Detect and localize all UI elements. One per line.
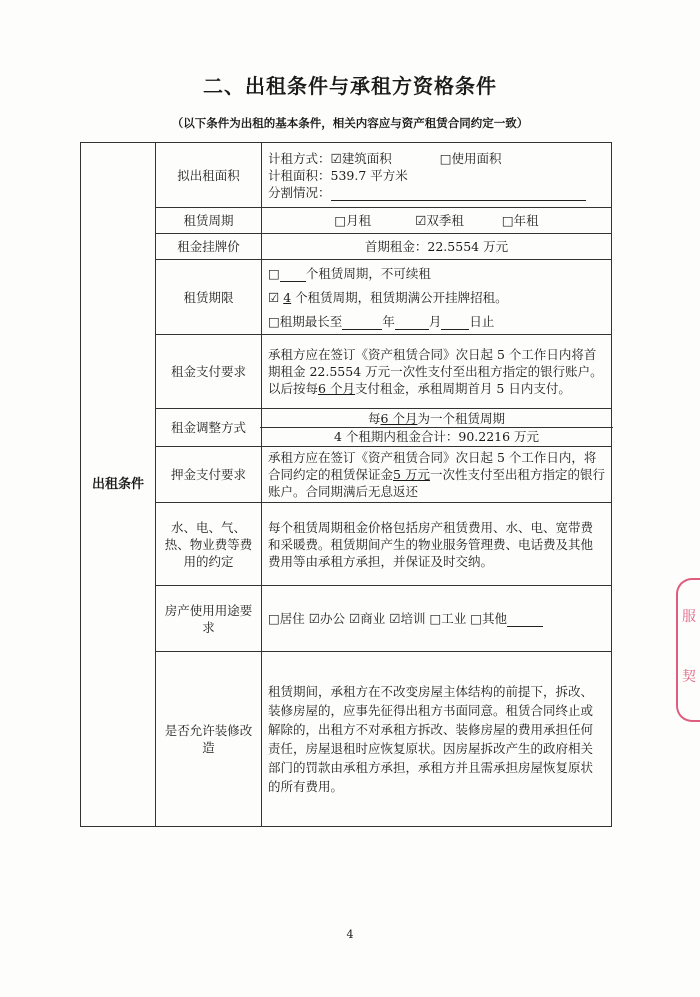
checkbox-empty-icon: □ [268, 265, 280, 281]
term-option-1: 个租赁周期，不可续租 [305, 265, 431, 281]
deposit-value [262, 447, 612, 503]
area-line: 计租面积：539.7 平方米 [268, 167, 408, 183]
opt-usable-area: 使用面积 [451, 150, 502, 166]
fees-label: 水、电、气、热、物业费等费用的约定 [156, 503, 262, 586]
row-term [81, 260, 612, 335]
term-count: 4 [283, 289, 292, 305]
deposit-label: 押金支付要求 [156, 447, 262, 503]
price-value: 首期租金：22.5554 万元 [262, 234, 612, 260]
adjust-value [262, 409, 612, 447]
adjust-interval: 6 个月 [380, 411, 418, 426]
page-number: 4 [346, 928, 354, 941]
payment-text-2: 支付租金，承租周期首月 5 日内支付。 [354, 381, 571, 396]
opt-building-area: 建筑面积 [341, 150, 392, 166]
usage-value [262, 586, 612, 652]
fees-value: 每个租赁周期租金价格包括房产租赁费用、水、电、宽带费和采暖费。租赁期间产生的物业服务管理费、电话费及其他费用等由承租方承担，并保证及时交纳。 [262, 503, 612, 586]
period-label: 租赁周期 [156, 208, 262, 234]
category-label: 出租条件 [81, 143, 156, 827]
checkbox-checked-icon: ☑ [415, 213, 427, 228]
usage-training: 培训 [400, 611, 426, 626]
adjust-total: 4 个租期内租金合计：90.2216 万元 [260, 427, 613, 445]
checkbox-checked-icon: ☑ [308, 611, 321, 626]
section-title: 二、出租条件与承租方资格条件 [203, 74, 497, 98]
term-value [262, 260, 612, 335]
renovation-value: 租赁期间，承租方在不改变房屋主体结构的前提下，拆改、装修房屋的，应事先征得出租方书面同意。租赁合同终止或解除的，出租方不对承租方拆改、装修房屋的费用承担任何责任，房屋退租时应恢复原状。因房屋拆改产生的政府相关部门的罚款由承租方承担，承租方并且需承担房屋恢复原状的所有费用。 [262, 652, 612, 827]
deposit-text-2: 一次性支付至出租方指定的银行账户。合同期满后无息返还 [268, 467, 605, 499]
row-period [81, 208, 612, 234]
adjust-label: 租金调整方式 [156, 409, 262, 447]
usage-other: □其他 [470, 611, 508, 626]
red-seal-stamp: 服 契 [676, 578, 700, 722]
payment-text-1: 承租方应在签订《资产租赁合同》次日起 5 个工作日内将首期租金 22.5554 万元一次性支付至出租方指定的银行账户。以后按每 [268, 347, 603, 396]
price-label: 租金挂牌价 [156, 234, 262, 260]
opt-biquarter: 双季租 [426, 213, 464, 228]
usage-label: 房产使用用途要求 [156, 586, 262, 652]
row-deposit [81, 447, 612, 503]
payment-label: 租金支付要求 [156, 335, 262, 409]
rental-conditions-table [80, 142, 612, 827]
usage-office: 办公 [320, 611, 346, 626]
year-unit: 年 [382, 313, 395, 329]
term-option-2: 个租赁周期，租赁期满公开挂牌招租。 [295, 289, 508, 305]
row-adjust [81, 409, 612, 447]
row-fees [81, 503, 612, 586]
checkbox-checked-icon: ☑ [389, 611, 401, 626]
payment-value [262, 335, 612, 409]
row-price [81, 234, 612, 260]
checkbox-empty-icon: □ [439, 150, 452, 166]
renovation-label: 是否允许装修改造 [156, 652, 262, 827]
checkbox-checked-icon: ☑ [330, 150, 342, 166]
period-value [262, 208, 612, 234]
row-area [81, 143, 612, 208]
opt-monthly: □月租 [334, 213, 372, 228]
section-subtitle: （以下条件为出租的基本条件，相关内容应与资产租赁合同约定一致） [171, 116, 529, 130]
area-label: 拟出租面积 [156, 143, 262, 208]
split-blank [331, 200, 586, 201]
adjust-text-1: 每 [368, 411, 381, 426]
row-renovation [81, 652, 612, 827]
checkbox-checked-icon: ☑ [349, 611, 361, 626]
adjust-text-2: 为一个租赁周期 [417, 411, 505, 426]
row-usage [81, 586, 612, 652]
payment-interval: 6 个月 [318, 381, 355, 396]
usage-commercial: 商业 [360, 611, 386, 626]
row-payment [81, 335, 612, 409]
area-value [262, 143, 612, 208]
method-prefix: 计租方式： [268, 150, 331, 166]
split-label: 分割情况： [268, 184, 331, 200]
usage-industrial: □工业 [429, 611, 467, 626]
usage-residential: □居住 [268, 611, 305, 626]
term-label: 租赁期限 [156, 260, 262, 335]
checkbox-checked-icon: ☑ [268, 289, 280, 305]
term-option-3: □租期最长至 [268, 313, 343, 329]
deposit-amount: 5 万元 [393, 467, 430, 482]
day-unit: 日止 [469, 313, 495, 329]
deposit-text-1: 承租方应在签订《资产租赁合同》次日起 5 个工作日内，将合同约定的租赁保证金 [268, 450, 597, 482]
month-unit: 月 [428, 313, 442, 329]
opt-yearly: □年租 [501, 213, 539, 228]
